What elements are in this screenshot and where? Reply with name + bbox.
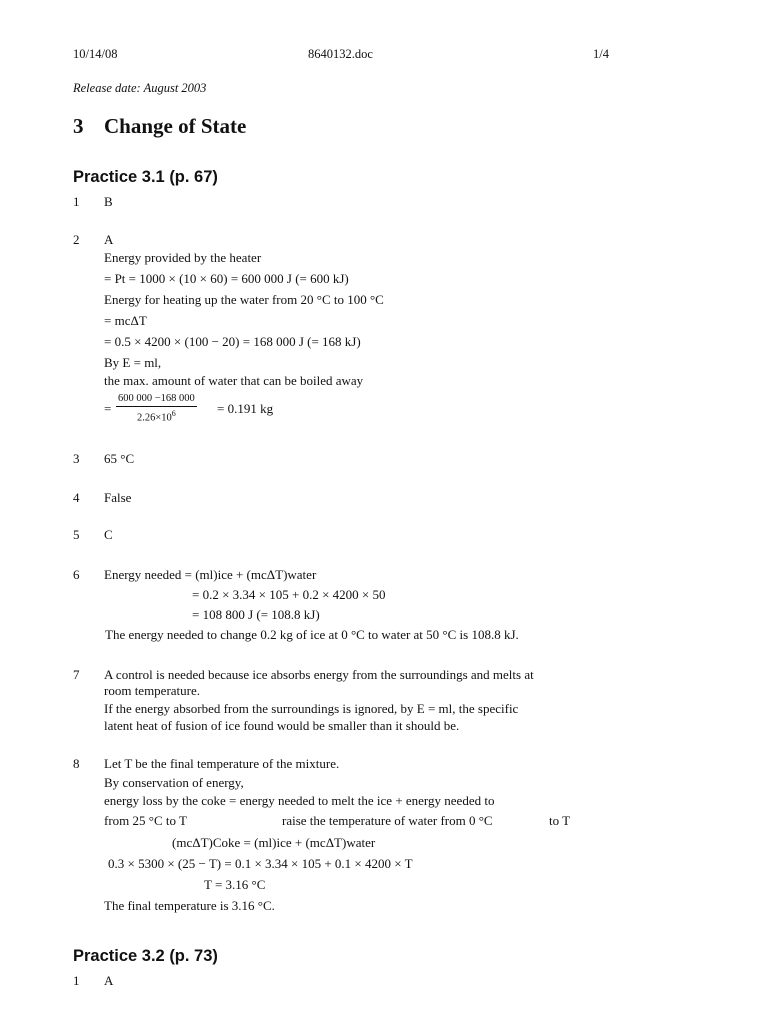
solution-line: = 0.5 × 4200 × (100 − 20) = 168 000 J (= 168 kJ) (104, 334, 361, 349)
answer-text: A (104, 973, 114, 988)
question-number: 7 (73, 667, 80, 682)
equation-line: T = 3.16 °C (204, 877, 266, 892)
answer-text: C (104, 527, 113, 542)
fraction (116, 393, 197, 424)
solution-line: energy loss by the coke = energy needed to melt the ice + energy needed to (104, 793, 495, 808)
solution-line: latent heat of fusion of ice found would be smaller than it should be. (104, 718, 460, 733)
equation-line: = 0.2 × 3.34 × 105 + 0.2 × 4200 × 50 (192, 587, 386, 602)
release-date: Release date: August 2003 (73, 81, 207, 95)
solution-line: Energy for heating up the water from 20 °C to 100 °C (104, 292, 384, 307)
practice-3-1-heading: Practice 3.1 (p. 67) (73, 168, 218, 186)
answer-text: False (104, 490, 132, 505)
solution-line: from 25 °C to T (104, 813, 187, 828)
question-number: 4 (73, 490, 80, 505)
solution-line: By E = ml, (104, 355, 162, 370)
question-number: 1 (73, 194, 80, 209)
practice-3-2-heading: Practice 3.2 (p. 73) (73, 947, 218, 965)
question-number: 3 (73, 451, 80, 466)
solution-line: the max. amount of water that can be boiled away (104, 373, 364, 388)
question-number: 2 (73, 232, 80, 247)
header-page-number: 1/4 (593, 47, 609, 61)
answer-text: A (104, 232, 114, 247)
solution-line: A control is needed because ice absorbs energy from the surroundings and melts at (104, 667, 534, 682)
question-number: 6 (73, 567, 80, 582)
header-date: 10/14/08 (73, 47, 118, 61)
solution-line: Energy provided by the heater (104, 250, 262, 265)
equation-line: = 108 800 J (= 108.8 kJ) (192, 607, 320, 622)
question-number: 5 (73, 527, 80, 542)
solution-line: room temperature. (104, 683, 201, 698)
answer-text: 65 °C (104, 451, 135, 466)
answer-text: B (104, 194, 113, 209)
header-filename: 8640132.doc (308, 47, 373, 61)
solution-line: raise the temperature of water from 0 °C (282, 813, 493, 828)
solution-line: = Pt = 1000 × (10 × 60) = 600 000 J (= 600 kJ) (104, 271, 349, 286)
conclusion-text: The energy needed to change 0.2 kg of ice at 0 °C to water at 50 °C is 108.8 kJ. (105, 627, 519, 642)
fraction-result: = 0.191 kg (217, 401, 274, 416)
solution-line: If the energy absorbed from the surroundings is ignored, by E = ml, the specific (104, 701, 519, 716)
fraction-denominator: 2.26×10 (137, 412, 172, 424)
fraction-numerator: 600 000 −168 000 (116, 393, 197, 407)
solution-line: Let T be the final temperature of the mixture. (104, 756, 340, 771)
conclusion-text: The final temperature is 3.16 °C. (104, 898, 275, 913)
equation-line: (mcΔT)Coke = (ml)ice + (mcΔT)water (172, 835, 376, 850)
fraction-exponent: 6 (171, 409, 176, 418)
equation-line: 0.3 × 5300 × (25 − T) = 0.1 × 3.34 × 105 + 0.1 × 4200 × T (108, 856, 413, 871)
equation-line: Energy needed = (ml)ice + (mcΔT)water (104, 567, 317, 582)
chapter-number: 3 (73, 114, 84, 138)
solution-line: By conservation of energy, (104, 775, 244, 790)
chapter-title: Change of State (104, 114, 247, 138)
question-number: 8 (73, 756, 80, 771)
solution-line: to T (549, 813, 571, 828)
solution-line: = mcΔT (104, 313, 147, 328)
question-number: 1 (73, 973, 80, 988)
